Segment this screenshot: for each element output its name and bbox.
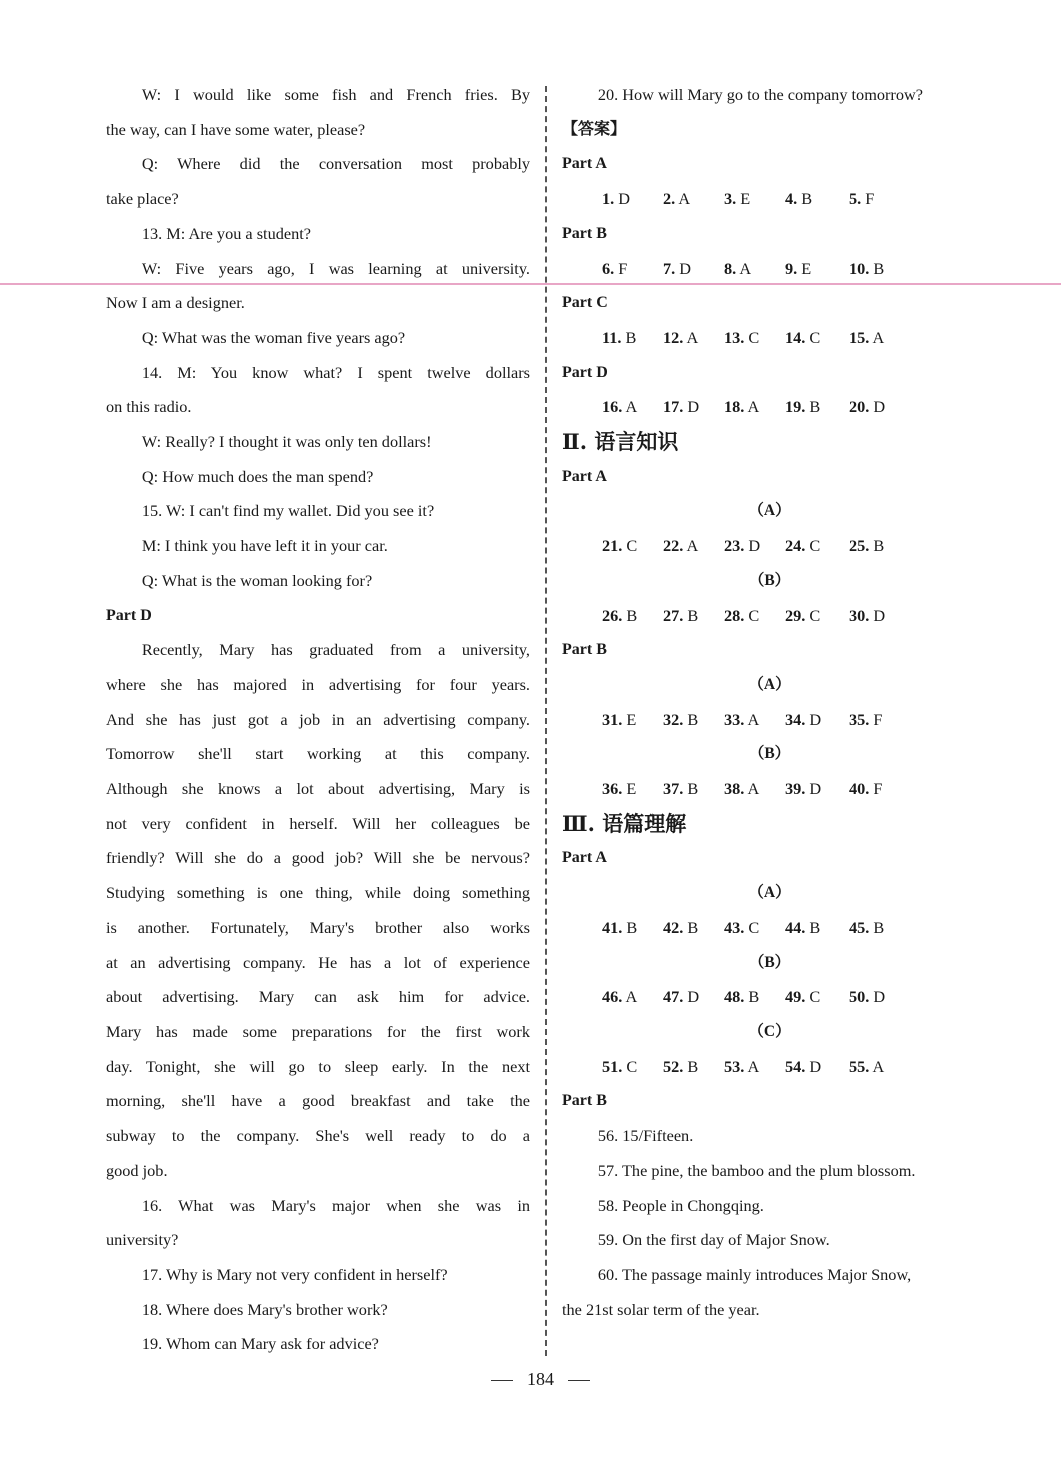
question-line: 19. Whom can Mary ask for advice? <box>141 1334 379 1354</box>
dialogue-line: 13. M: Are you a student? <box>141 223 311 243</box>
answer-item: 30. D <box>849 605 886 625</box>
answer-item: 7. D <box>663 258 692 278</box>
answer-heading: 【答案】 <box>562 120 627 138</box>
passage-line: about advertising. Mary can ask him for advice. <box>106 987 530 1007</box>
answer-item: 39. D <box>785 779 822 799</box>
question-line: Q: How much does the man spend? <box>141 466 374 486</box>
answer-row <box>562 1050 987 1085</box>
dialogue-line: W: Five years ago, I was learning at university. <box>141 258 530 278</box>
part-heading: Part A <box>562 155 607 173</box>
dialogue-line: on this radio. <box>106 397 192 417</box>
answer-row <box>562 703 987 738</box>
answer-item: 29. C <box>785 605 821 625</box>
answer-item: 3. E <box>724 189 751 209</box>
right-column <box>562 78 987 1327</box>
answer-item: 40. F <box>849 779 883 799</box>
answer-item: 55. A <box>849 1056 885 1076</box>
answer-item: 53. A <box>724 1056 760 1076</box>
dialogue-line: W: Really? I thought it was only ten dollars! <box>141 432 432 452</box>
answer-item: 34. D <box>785 709 822 729</box>
section-3-title: Ⅲ. 语篇理解 <box>562 810 687 836</box>
answer-row <box>562 772 987 807</box>
answer-item: 20. D <box>849 397 886 417</box>
answer-row <box>562 911 987 946</box>
left-column <box>106 78 530 1362</box>
answer-item: 12. A <box>663 327 699 347</box>
answer-item: 16. A <box>602 397 638 417</box>
answer-item: 38. A <box>724 779 760 799</box>
answer-item: 10. B <box>849 258 885 278</box>
answer-sentence: 59. On the first day of Major Snow. <box>597 1230 830 1250</box>
answer-item: 15. A <box>849 327 885 347</box>
answer-sentence: 60. The passage mainly introduces Major Snow, <box>597 1264 912 1284</box>
answer-item: 28. C <box>724 605 760 625</box>
answer-item: 48. B <box>724 987 760 1007</box>
answer-item: 42. B <box>663 917 699 937</box>
answer-item: 41. B <box>602 917 638 937</box>
answer-item: 44. B <box>785 917 821 937</box>
sub-heading: （B） <box>748 745 791 763</box>
answer-item: 46. A <box>602 987 638 1007</box>
answer-item: 9. E <box>785 258 812 278</box>
answer-item: 14. C <box>785 327 821 347</box>
answer-item: 47. D <box>663 987 700 1007</box>
passage-line: day. Tonight, she will go to sleep early. In the next <box>106 1056 530 1076</box>
question-line: 17. Why is Mary not very confident in herself? <box>141 1264 448 1284</box>
sub-heading: （C） <box>748 1022 791 1040</box>
answer-item: 52. B <box>663 1056 699 1076</box>
passage-line: not very confident in herself. Will her colleagues be <box>106 813 530 833</box>
answer-item: 19. B <box>785 397 821 417</box>
page-footer <box>0 1365 1061 1393</box>
question-line: 18. Where does Mary's brother work? <box>141 1299 388 1319</box>
part-d-heading: Part D <box>106 606 152 624</box>
footer-dash <box>491 1380 513 1381</box>
answer-item: 27. B <box>663 605 699 625</box>
passage-line: And she has just got a job in an advertising company. <box>106 709 530 729</box>
sub-heading: （A） <box>748 675 791 693</box>
answer-item: 54. D <box>785 1056 822 1076</box>
part-heading: Part A <box>562 467 607 485</box>
section-2-title: Ⅱ. 语言知识 <box>562 429 679 455</box>
passage-line: morning, she'll have a good breakfast and take the <box>106 1091 530 1111</box>
passage-line: Studying something is one thing, while doing something <box>106 883 530 903</box>
question-line: Q: What is the woman looking for? <box>141 570 373 590</box>
answer-sentence: 58. People in Chongqing. <box>597 1195 764 1215</box>
answer-row <box>562 321 987 356</box>
answer-item: 4. B <box>785 189 813 209</box>
question-line: Q: Where did the conversation most probably <box>141 154 530 174</box>
answer-item: 13. C <box>724 327 760 347</box>
answer-item: 6. F <box>602 258 628 278</box>
dialogue-line: Now I am a designer. <box>106 293 245 313</box>
passage-line: Although she knows a lot about advertising, Mary is <box>106 779 530 799</box>
dialogue-line: 14. M: You know what? I spent twelve dollars <box>141 362 530 382</box>
footer-dash <box>568 1380 590 1381</box>
answer-item: 11. B <box>602 327 637 347</box>
answer-sentence: the 21st solar term of the year. <box>562 1299 760 1319</box>
answer-item: 25. B <box>849 536 885 556</box>
answer-item: 22. A <box>663 536 699 556</box>
answer-item: 43. C <box>724 917 760 937</box>
passage-line: Mary has made some preparations for the first work <box>106 1021 530 1041</box>
answer-item: 50. D <box>849 987 886 1007</box>
dialogue-line: W: I would like some fish and French fries. By <box>141 85 530 104</box>
answer-row <box>562 390 987 425</box>
question-line: university? <box>106 1230 179 1250</box>
answer-item: 21. C <box>602 536 638 556</box>
dialogue-line: the way, can I have some water, please? <box>106 119 366 139</box>
question-line: Q: What was the woman five years ago? <box>141 327 406 347</box>
passage-line: at an advertising company. He has a lot of experience <box>106 952 530 972</box>
answer-sentence: 57. The pine, the bamboo and the plum blossom. <box>597 1160 916 1180</box>
passage-line: is another. Fortunately, Mary's brother also works <box>106 917 530 937</box>
answer-item: 31. E <box>602 709 637 729</box>
answer-item: 49. C <box>785 987 821 1007</box>
answer-row <box>562 599 987 634</box>
answer-item: 8. A <box>724 258 752 278</box>
answer-row <box>562 252 987 287</box>
part-heading: Part B <box>562 641 607 659</box>
part-heading: Part B <box>562 224 607 242</box>
sub-heading: （B） <box>748 571 791 589</box>
answer-item: 1. D <box>602 189 631 209</box>
answer-row <box>562 182 987 217</box>
part-heading: Part C <box>562 294 608 312</box>
passage-line: where she has majored in advertising for four years. <box>106 674 530 694</box>
part-heading: Part D <box>562 363 608 381</box>
answer-item: 23. D <box>724 536 761 556</box>
question-line: 20. How will Mary go to the company tomorrow? <box>597 85 923 104</box>
part-heading: Part A <box>562 849 607 867</box>
answer-item: 2. A <box>663 189 691 209</box>
part-heading: Part B <box>562 1092 607 1110</box>
column-divider <box>545 86 547 1356</box>
answer-item: 24. C <box>785 536 821 556</box>
passage-line: friendly? Will she do a good job? Will she be nervous? <box>106 848 530 868</box>
answer-item: 37. B <box>663 779 699 799</box>
passage-line: good job. <box>106 1160 168 1180</box>
sub-heading: （A） <box>748 502 791 520</box>
dialogue-line: 15. W: I can't find my wallet. Did you see it? <box>141 501 435 521</box>
passage-line: subway to the company. She's well ready to do a <box>106 1126 530 1146</box>
dialogue-line: M: I think you have left it in your car. <box>141 536 388 556</box>
answer-item: 5. F <box>849 189 875 209</box>
passage-line: Tomorrow she'll start working at this company. <box>106 744 530 764</box>
page-number: 184 <box>527 1369 554 1389</box>
answer-sentence: 56. 15/Fifteen. <box>597 1126 694 1146</box>
answer-item: 36. E <box>602 779 637 799</box>
answer-item: 33. A <box>724 709 760 729</box>
answer-row <box>562 529 987 564</box>
passage-line: Recently, Mary has graduated from a university, <box>141 640 530 660</box>
answer-item: 51. C <box>602 1056 638 1076</box>
sub-heading: （B） <box>748 953 791 971</box>
answer-item: 18. A <box>724 397 760 417</box>
answer-row <box>562 980 987 1015</box>
answer-item: 26. B <box>602 605 638 625</box>
answer-item: 17. D <box>663 397 700 417</box>
sub-heading: （A） <box>748 884 791 902</box>
answer-item: 35. F <box>849 709 883 729</box>
question-line: take place? <box>106 189 179 209</box>
answer-item: 32. B <box>663 709 699 729</box>
answer-item: 45. B <box>849 917 885 937</box>
question-line: 16. What was Mary's major when she was in <box>141 1195 530 1215</box>
